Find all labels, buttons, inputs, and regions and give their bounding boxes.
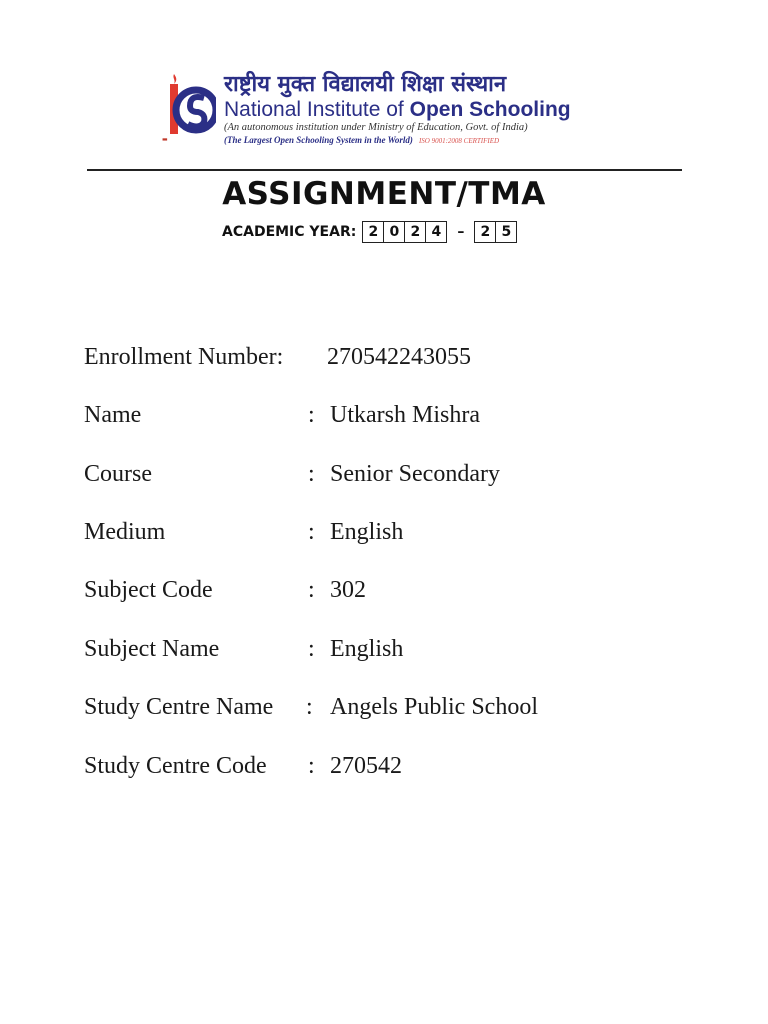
institute-slogan-line [224,135,499,145]
field-label: Study Centre Code [84,753,267,779]
year-digit: 0 [384,222,405,242]
field-value: Senior Secondary [330,461,500,487]
year-digit: 5 [501,224,512,240]
nios-logo-icon [164,70,216,144]
document-title: ASSIGNMENT/TMA [222,176,546,212]
institute-slogan: (The Largest Open Schooling System in the World) [224,135,413,145]
institute-name-regular: National Institute of [224,98,410,121]
field-label: Name [84,402,142,428]
logo-motto: ▬ [162,136,168,143]
year-digit: 2 [405,222,426,242]
field-label: Course [84,461,152,487]
field-label: Subject Code [84,577,213,603]
field-value: Angels Public School [330,694,538,720]
certification-text: ISO 9001:2008 CERTIFIED [418,137,500,145]
academic-year-start [362,221,447,243]
field-value: 270542243055 [327,344,471,370]
field-value: 270542 [330,753,402,779]
field-value: 302 [330,577,366,603]
field-label: Study Centre Name [84,694,274,720]
field-value: English [330,519,404,545]
field-label: Subject Name [84,636,220,662]
institute-tagline: (An autonomous institution under Ministry of Education, Govt. of India) [224,122,528,133]
institute-header [160,68,610,148]
institute-name-bold: Open Schooling [409,98,571,121]
field-colon: : [306,694,313,720]
year-digit: 4 [431,224,442,240]
field-colon: : [308,753,315,779]
field-label: Enrollment Number: [84,344,284,370]
field-colon: : [308,402,315,428]
academic-year [222,220,517,244]
academic-year-end [474,221,517,243]
institute-english-name [224,98,571,122]
field-colon: : [308,519,315,545]
year-separator: – [457,224,465,240]
header-divider [87,169,682,171]
year-digit: 2 [363,222,384,242]
field-value: English [330,636,404,662]
field-label: Medium [84,519,166,545]
field-colon: : [308,461,315,487]
institute-hindi-name: राष्ट्रीय मुक्त विद्यालयी शिक्षा संस्थान [224,72,507,97]
field-colon: : [308,636,315,662]
field-colon: : [308,577,315,603]
field-value: Utkarsh Mishra [330,402,480,428]
year-digit: 2 [475,222,496,242]
academic-year-label: ACADEMIC YEAR: [222,224,357,240]
